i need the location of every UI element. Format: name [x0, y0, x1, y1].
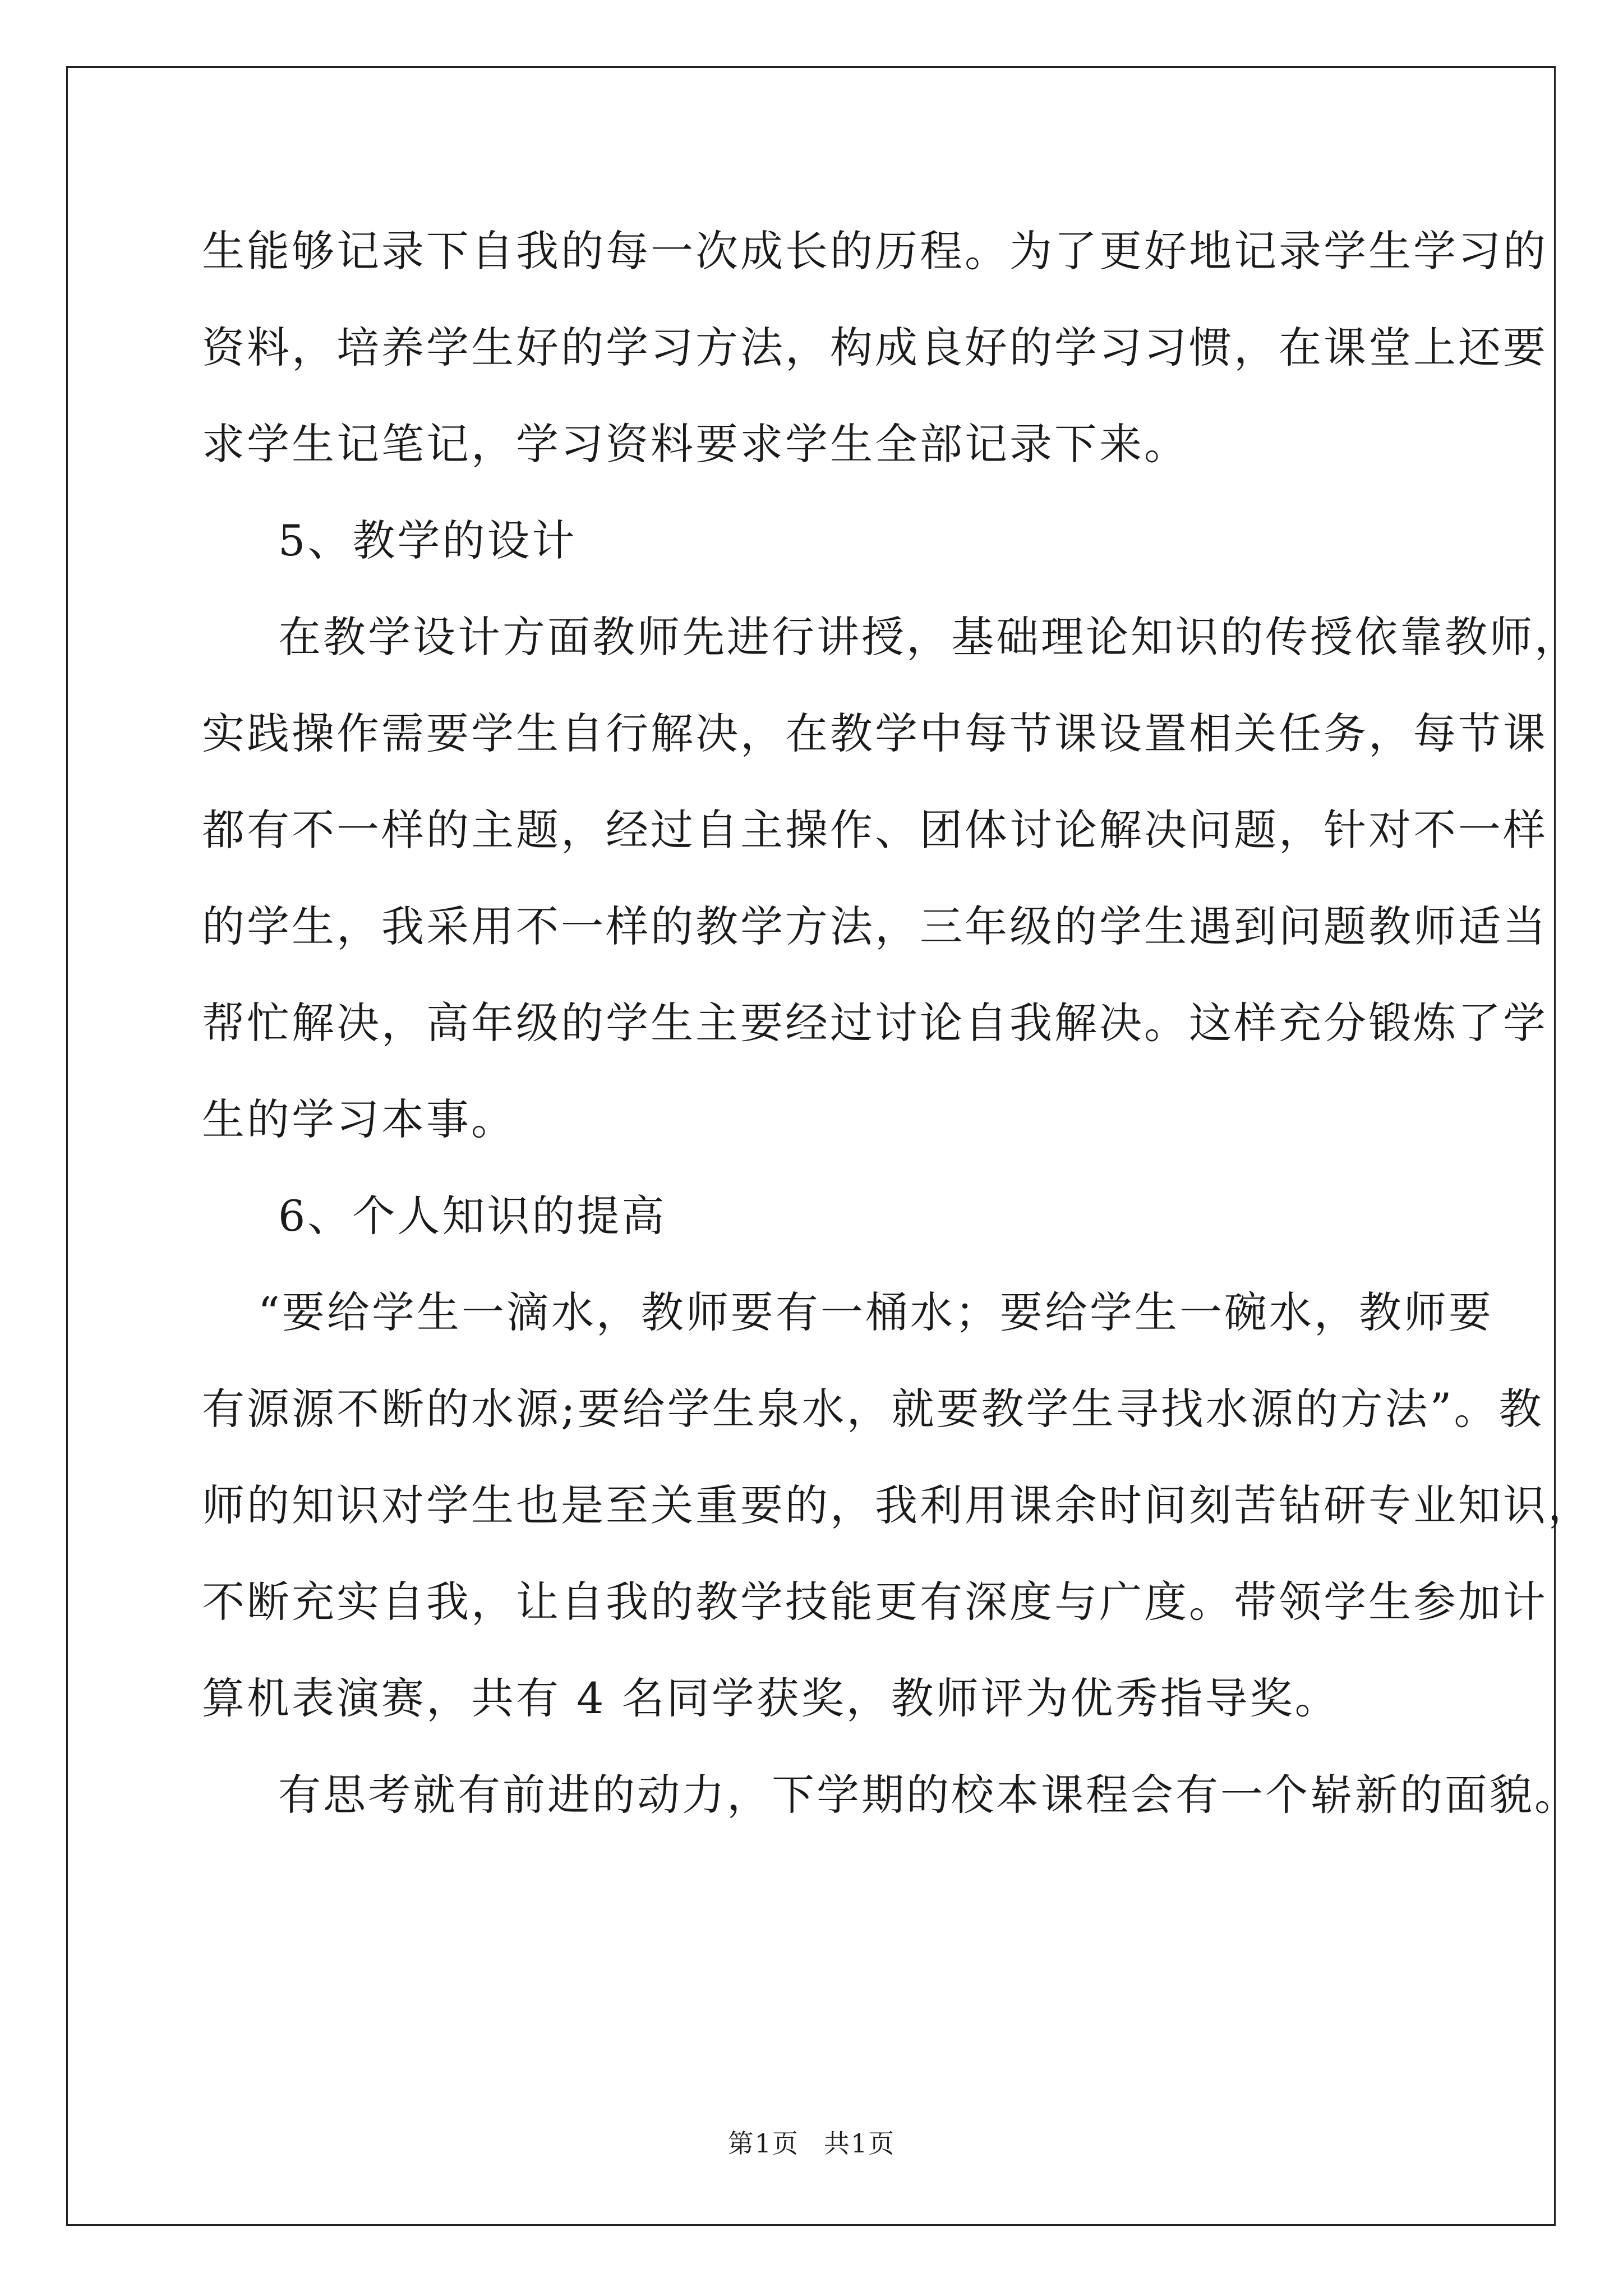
paragraph-line: “要给学生一滴水，教师要有一桶水；要给学生一碗水，教师要	[258, 1287, 1493, 1337]
paragraph-line: 资料，培养学生好的学习方法，构成良好的学习习惯，在课堂上还要	[202, 323, 1548, 372]
paragraph-line: 有思考就有前进的动力，下学期的校本课程会有一个崭新的面貌。	[278, 1770, 1579, 1820]
paragraph-line: 都有不一样的主题，经过自主操作、团体讨论解决问题，针对不一样	[202, 805, 1548, 855]
paragraph-line: 师的知识对学生也是至关重要的，我利用课余时间刻苦钻研专业知识，	[202, 1480, 1593, 1530]
page-total: 共1页	[824, 2128, 896, 2159]
paragraph-line: 有源源不断的水源;要给学生泉水，就要教学生寻找水源的方法”。教	[202, 1384, 1544, 1434]
page-footer	[0, 2123, 1623, 2160]
paragraph-line: 在教学设计方面教师先进行讲授，基础理论知识的传授依靠教师，	[278, 612, 1579, 662]
page-number: 第1页	[727, 2128, 799, 2159]
paragraph-line: 生的学习本事。	[202, 1094, 516, 1144]
paragraph-line: 算机表演赛，共有 4 名同学获奖，教师评为优秀指导奖。	[202, 1673, 1340, 1723]
paragraph-line: 的学生，我采用不一样的教学方法，三年级的学生遇到问题教师适当	[202, 901, 1548, 951]
section-heading: 5、教学的设计	[278, 516, 577, 565]
paragraph-line: 生能够记录下自我的每一次成长的历程。为了更好地记录学生学习的	[202, 226, 1548, 276]
paragraph-line: 实践操作需要学生自行解决，在教学中每节课设置相关任务，每节课	[202, 708, 1548, 758]
paragraph-line: 求学生记笔记，学习资料要求学生全部记录下来。	[202, 419, 1189, 469]
section-heading: 6、个人知识的提高	[278, 1191, 667, 1241]
paragraph-line: 帮忙解决，高年级的学生主要经过讨论自我解决。这样充分锻炼了学	[202, 998, 1548, 1048]
paragraph-line: 不断充实自我，让自我的教学技能更有深度与广度。带领学生参加计	[202, 1577, 1548, 1627]
